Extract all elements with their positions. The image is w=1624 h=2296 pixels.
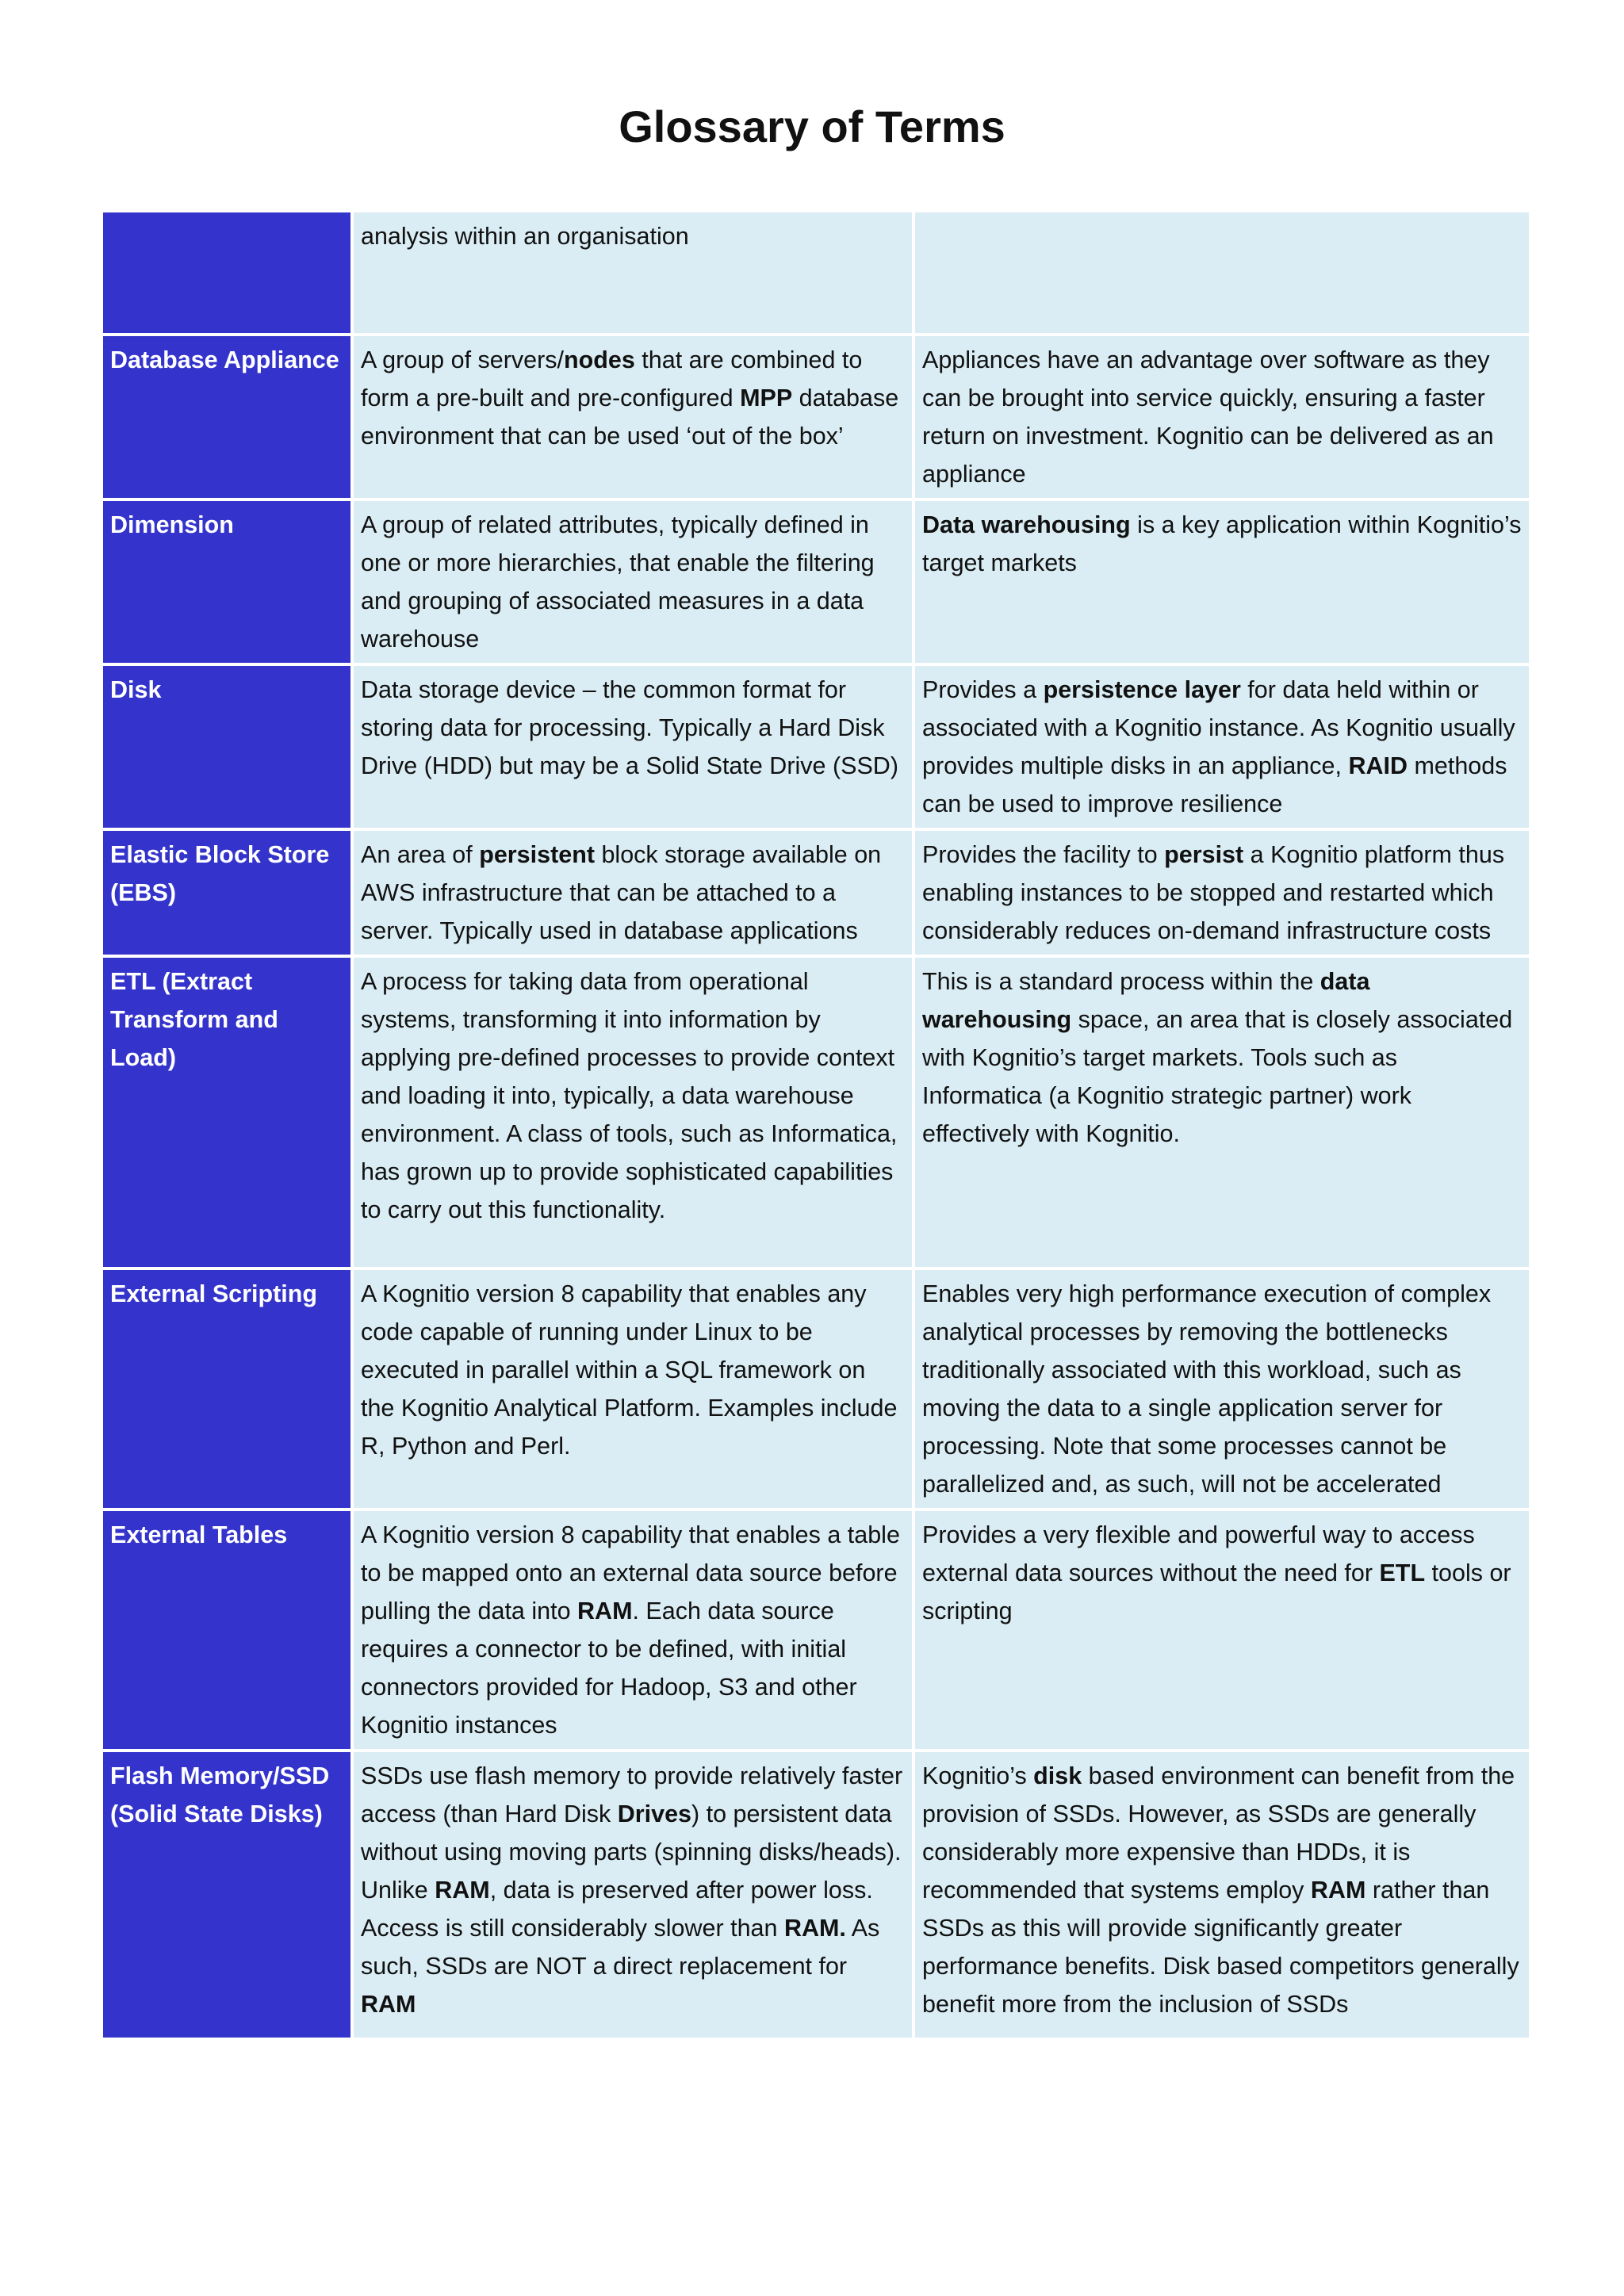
text-run: tools or scripting xyxy=(922,1559,1511,1624)
text-run: that are combined to form a pre-built and pre-configured xyxy=(361,346,863,411)
term-cell: ETL (Extract Transform and Load) xyxy=(102,956,352,1269)
term-cell: Flash Memory/SSD (Solid State Disks) xyxy=(102,1751,352,2039)
table-row xyxy=(102,499,1530,664)
definition-cell xyxy=(352,335,914,499)
bold-term: RAM xyxy=(577,1598,633,1624)
text-run: Provides a xyxy=(922,676,1044,703)
text-run: A Kognitio version 8 capability that enables a table to be mapped onto an external data source before pulling the data into xyxy=(361,1521,900,1624)
text-run: As such, SSDs are NOT a direct replacement for xyxy=(361,1915,880,1980)
relevance-cell xyxy=(914,829,1530,956)
text-run: database environment that can be used ‘out of the box’ xyxy=(361,385,899,450)
bold-term: persistence layer xyxy=(1043,676,1241,703)
text-run: for data held within or associated with a Kognitio instance. As Kognitio usually provides multiple disks in an appliance, xyxy=(922,676,1515,779)
glossary-table-body xyxy=(102,211,1530,2039)
relevance-cell xyxy=(914,335,1530,499)
term-cell: External Tables xyxy=(102,1510,352,1751)
definition-cell xyxy=(352,211,914,335)
table-row xyxy=(102,829,1530,956)
relevance-cell xyxy=(914,211,1530,335)
text-run: An area of xyxy=(361,841,480,868)
bold-term: RAID xyxy=(1348,752,1408,779)
term-cell: External Scripting xyxy=(102,1269,352,1510)
definition-cell xyxy=(352,1510,914,1751)
text-run: A process for taking data from operational systems, transforming it into information by applying pre-defined processes to provide context and loading it into, typically, a data warehouse environment. A class of tools, such as Informatica, has grown up to provide sophisticated capabilities to carry out this functionality. xyxy=(361,968,898,1223)
bold-term: disk xyxy=(1033,1762,1082,1789)
definition-cell xyxy=(352,829,914,956)
term-cell: Database Appliance xyxy=(102,335,352,499)
glossary-table xyxy=(100,209,1532,2041)
text-run: Enables very high performance execution of complex analytical processes by removing the bottlenecks traditionally associated with this workload, such as moving the data to a single application server for processing. Note that some processes cannot be parallelized and, as such, will not be accelerated xyxy=(922,1280,1492,1498)
page-title: Glossary of Terms xyxy=(619,101,1005,151)
text-run: a Kognitio platform thus enabling instances to be stopped and restarted which considerably reduces on-demand infrastructure costs xyxy=(922,841,1505,944)
text-run: Provides a very flexible and powerful way to access external data sources without the need for xyxy=(922,1521,1475,1586)
text-run: Data storage device – the common format for storing data for processing. Typically a Hard Disk Drive (HDD) but may be a Solid State Drive (SSD) xyxy=(361,676,898,779)
bold-term: RAM xyxy=(435,1877,490,1904)
relevance-cell xyxy=(914,1751,1530,2039)
bold-term: RAM xyxy=(361,1991,416,2018)
bold-term: MPP xyxy=(740,385,793,411)
table-row xyxy=(102,664,1530,829)
text-run: This is a standard process within the xyxy=(922,968,1320,995)
text-run: A group of servers/ xyxy=(361,346,564,373)
table-row xyxy=(102,211,1530,335)
text-run: Kognitio’s xyxy=(922,1762,1034,1789)
text-run: block storage available on AWS infrastructure that can be attached to a server. Typically used in database applications xyxy=(361,841,882,944)
text-run: based environment can benefit from the provision of SSDs. However, as SSDs are generally considerably more expensive than HDDs, it is recommended that systems employ xyxy=(922,1762,1515,1904)
bold-term: persist xyxy=(1164,841,1244,868)
relevance-cell xyxy=(914,1269,1530,1510)
text-run: methods can be used to improve resilience xyxy=(922,752,1507,817)
text-run: Provides the facility to xyxy=(922,841,1165,868)
bold-term: ETL xyxy=(1379,1559,1426,1586)
bold-term: Drives xyxy=(617,1800,692,1827)
term-cell xyxy=(102,211,352,335)
text-run: . Each data source requires a connector to be defined, with initial connectors provided for Hadoop, S3 and other Kognitio instances xyxy=(361,1598,857,1739)
definition-cell xyxy=(352,956,914,1269)
term-cell: Elastic Block Store (EBS) xyxy=(102,829,352,956)
bold-term: Data warehousing xyxy=(922,511,1131,538)
bold-term: nodes xyxy=(564,346,635,373)
text-run: rather than SSDs as this will provide significantly greater performance benefits. Disk based competitors generally benefit more from the inclusion of SSDs xyxy=(922,1877,1519,2018)
table-row xyxy=(102,956,1530,1269)
text-run: is a key application within Kognitio’s target markets xyxy=(922,511,1522,576)
text-run: ) to persistent data without using moving parts (spinning disks/heads). Unlike xyxy=(361,1800,902,1904)
bold-term: data warehousing xyxy=(922,968,1370,1033)
bold-term: RAM. xyxy=(783,1915,846,1942)
table-row xyxy=(102,1751,1530,2039)
table-row xyxy=(102,1510,1530,1751)
term-cell: Dimension xyxy=(102,499,352,664)
bold-term: RAM xyxy=(1310,1877,1366,1904)
definition-cell xyxy=(352,1269,914,1510)
text-run: Appliances have an advantage over software as they can be brought into service quickly, ensuring a faster return on investment. Kognitio can be delivered as an appliance xyxy=(922,346,1494,488)
bold-term: persistent xyxy=(479,841,595,868)
table-row xyxy=(102,335,1530,499)
text-run: SSDs use flash memory to provide relatively faster access (than Hard Disk xyxy=(361,1762,903,1827)
table-row xyxy=(102,1269,1530,1510)
relevance-cell xyxy=(914,499,1530,664)
relevance-cell xyxy=(914,664,1530,829)
text-run: , data is preserved after power loss. Access is still considerably slower than xyxy=(361,1877,873,1942)
text-run: A group of related attributes, typically defined in one or more hierarchies, that enable the filtering and grouping of associated measures in a data warehouse xyxy=(361,511,875,652)
text-run: analysis within an organisation xyxy=(361,223,689,250)
text-run: space, an area that is closely associated with Kognitio’s target markets. Tools such as Informatica (a Kognitio strategic partner) work effectively with Kognitio. xyxy=(922,1006,1513,1147)
definition-cell xyxy=(352,1751,914,2039)
definition-cell xyxy=(352,499,914,664)
relevance-cell xyxy=(914,956,1530,1269)
definition-cell xyxy=(352,664,914,829)
term-cell: Disk xyxy=(102,664,352,829)
relevance-cell xyxy=(914,1510,1530,1751)
text-run: A Kognitio version 8 capability that enables any code capable of running under Linux to be executed in parallel within a SQL framework on the Kognitio Analytical Platform. Examples include R, Python and Perl. xyxy=(361,1280,898,1460)
